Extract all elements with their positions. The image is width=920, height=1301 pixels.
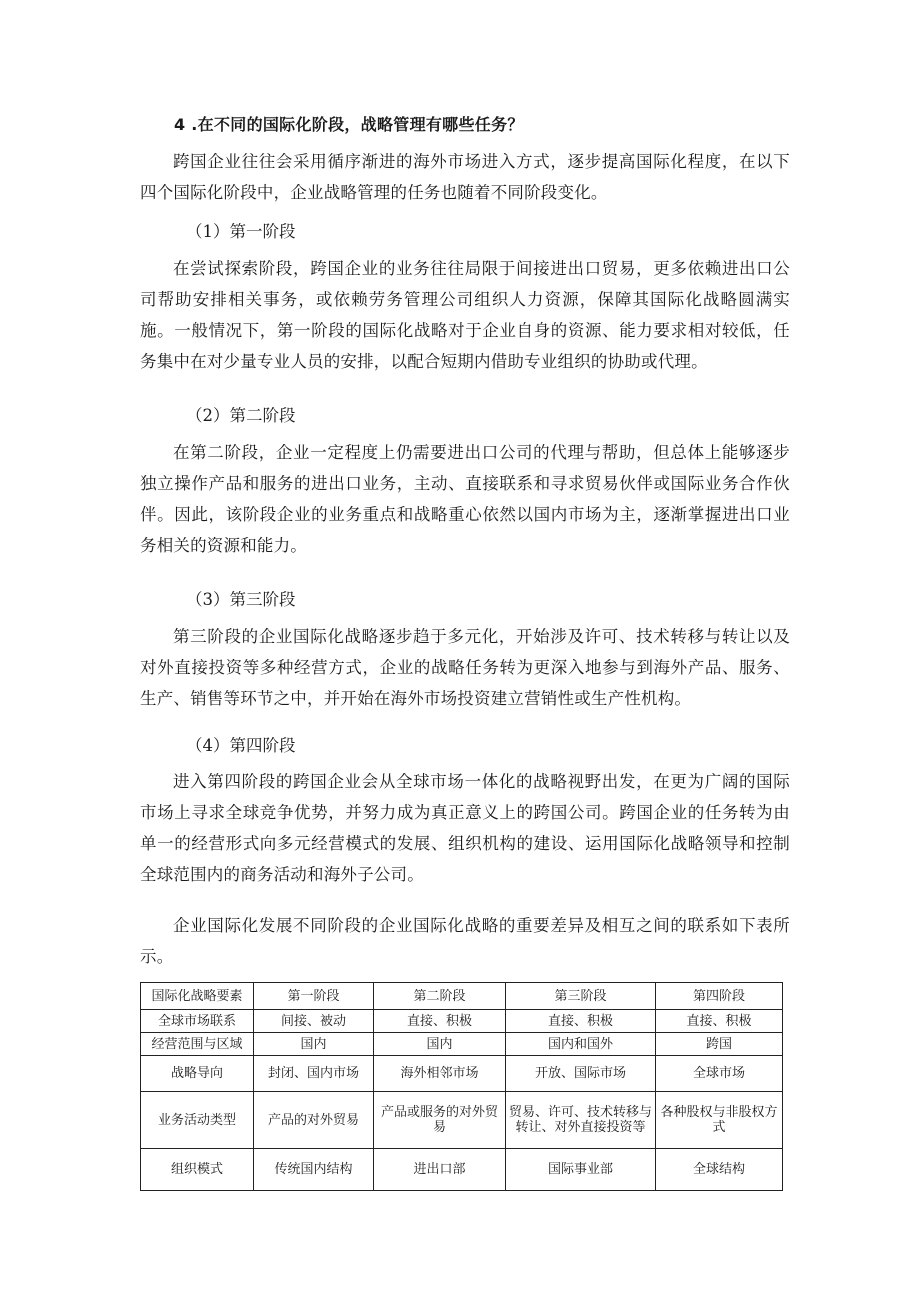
table-cell: 组织模式 xyxy=(141,1149,254,1191)
intro-paragraph: 跨国企业往往会采用循序渐进的海外市场进入方式，逐步提高国际化程度，在以下四个国际化阶段中，企业战略管理的任务也随着不同阶段变化。 xyxy=(140,152,790,202)
table-cell: 全球市场 xyxy=(656,1056,783,1092)
table-cell: 开放、国际市场 xyxy=(506,1056,656,1092)
table-cell: 产品或服务的对外贸易 xyxy=(374,1092,506,1149)
stage-4-paragraph: 进入第四阶段的跨国企业会从全球市场一体化的战略视野出发，在更为广阔的国际市场上寻求全球竞争优势，并努力成为真正意义上的跨国公司。跨国企业的任务转为由单一的经营形式向多元经营模式的发展、组织机构的建设、运用国际化战略领导和控制全球范围内的商务活动和海外子公司。 xyxy=(140,772,790,884)
table-cell: 间接、被动 xyxy=(254,1010,374,1033)
stage-4-title: （4）第四阶段 xyxy=(186,736,296,755)
table-cell: 全球结构 xyxy=(656,1149,783,1191)
table-cell: 各种股权与非股权方式 xyxy=(656,1092,783,1149)
comparison-table xyxy=(140,982,783,1191)
table-row xyxy=(141,1149,783,1191)
stage-2-title: （2）第二阶段 xyxy=(186,406,296,425)
stage-1-title: （1）第一阶段 xyxy=(186,222,296,241)
table-cell: 进出口部 xyxy=(374,1149,506,1191)
table-cell: 封闭、国内市场 xyxy=(254,1056,374,1092)
table-cell: 国内 xyxy=(374,1033,506,1056)
table-header-cell: 第二阶段 xyxy=(374,983,506,1010)
table-row xyxy=(141,1092,783,1149)
table-cell: 国内 xyxy=(254,1033,374,1056)
table-header-cell: 国际化战略要素 xyxy=(141,983,254,1010)
table-row xyxy=(141,1056,783,1092)
table-cell: 跨国 xyxy=(656,1033,783,1056)
table-header-cell: 第三阶段 xyxy=(506,983,656,1010)
table-header-row xyxy=(141,983,783,1010)
table-cell: 业务活动类型 xyxy=(141,1092,254,1149)
stage-2-paragraph: 在第二阶段，企业一定程度上仍需要进出口公司的代理与帮助，但总体上能够逐步独立操作产品和服务的进出口业务，主动、直接联系和寻求贸易伙伴或国际业务合作伙伴。因此，该阶段企业的业务重点和战略重心依然以国内市场为主，逐渐掌握进出口业务相关的资源和能力。 xyxy=(140,443,790,555)
table-row xyxy=(141,1010,783,1033)
table-cell: 国际事业部 xyxy=(506,1149,656,1191)
table-cell: 国内和国外 xyxy=(506,1033,656,1056)
table-cell: 贸易、许可、技术转移与转让、对外直接投资等 xyxy=(506,1092,656,1149)
table-header-cell: 第一阶段 xyxy=(254,983,374,1010)
table-cell: 海外相邻市场 xyxy=(374,1056,506,1092)
table-cell: 传统国内结构 xyxy=(254,1149,374,1191)
table-cell: 战略导向 xyxy=(141,1056,254,1092)
table-intro-paragraph: 企业国际化发展不同阶段的企业国际化战略的重要差异及相互之间的联系如下表所示。 xyxy=(140,916,790,966)
stage-1-paragraph: 在尝试探索阶段，跨国企业的业务往往局限于间接进出口贸易，更多依赖进出口公司帮助安排相关事务，或依赖劳务管理公司组织人力资源，保障其国际化战略圆满实施。一般情况下，第一阶段的国际化战略对于企业自身的资源、能力要求相对较低，任务集中在对少量专业人员的安排，以配合短期内借助专业组织的协助或代理。 xyxy=(140,259,790,371)
table-cell: 直接、积极 xyxy=(374,1010,506,1033)
question-heading: 4 .在不同的国际化阶段，战略管理有哪些任务？ xyxy=(174,115,524,134)
table-cell: 产品的对外贸易 xyxy=(254,1092,374,1149)
table-cell: 全球市场联系 xyxy=(141,1010,254,1033)
table-row xyxy=(141,1033,783,1056)
table-cell: 经营范围与区域 xyxy=(141,1033,254,1056)
table-header-cell: 第四阶段 xyxy=(656,983,783,1010)
table-cell: 直接、积极 xyxy=(506,1010,656,1033)
stage-3-title: （3）第三阶段 xyxy=(186,590,296,609)
stage-3-paragraph: 第三阶段的企业国际化战略逐步趋于多元化，开始涉及许可、技术转移与转让以及对外直接投资等多种经营方式，企业的战略任务转为更深入地参与到海外产品、服务、生产、销售等环节之中，并开始在海外市场投资建立营销性或生产性机构。 xyxy=(140,627,790,708)
table-cell: 直接、积极 xyxy=(656,1010,783,1033)
